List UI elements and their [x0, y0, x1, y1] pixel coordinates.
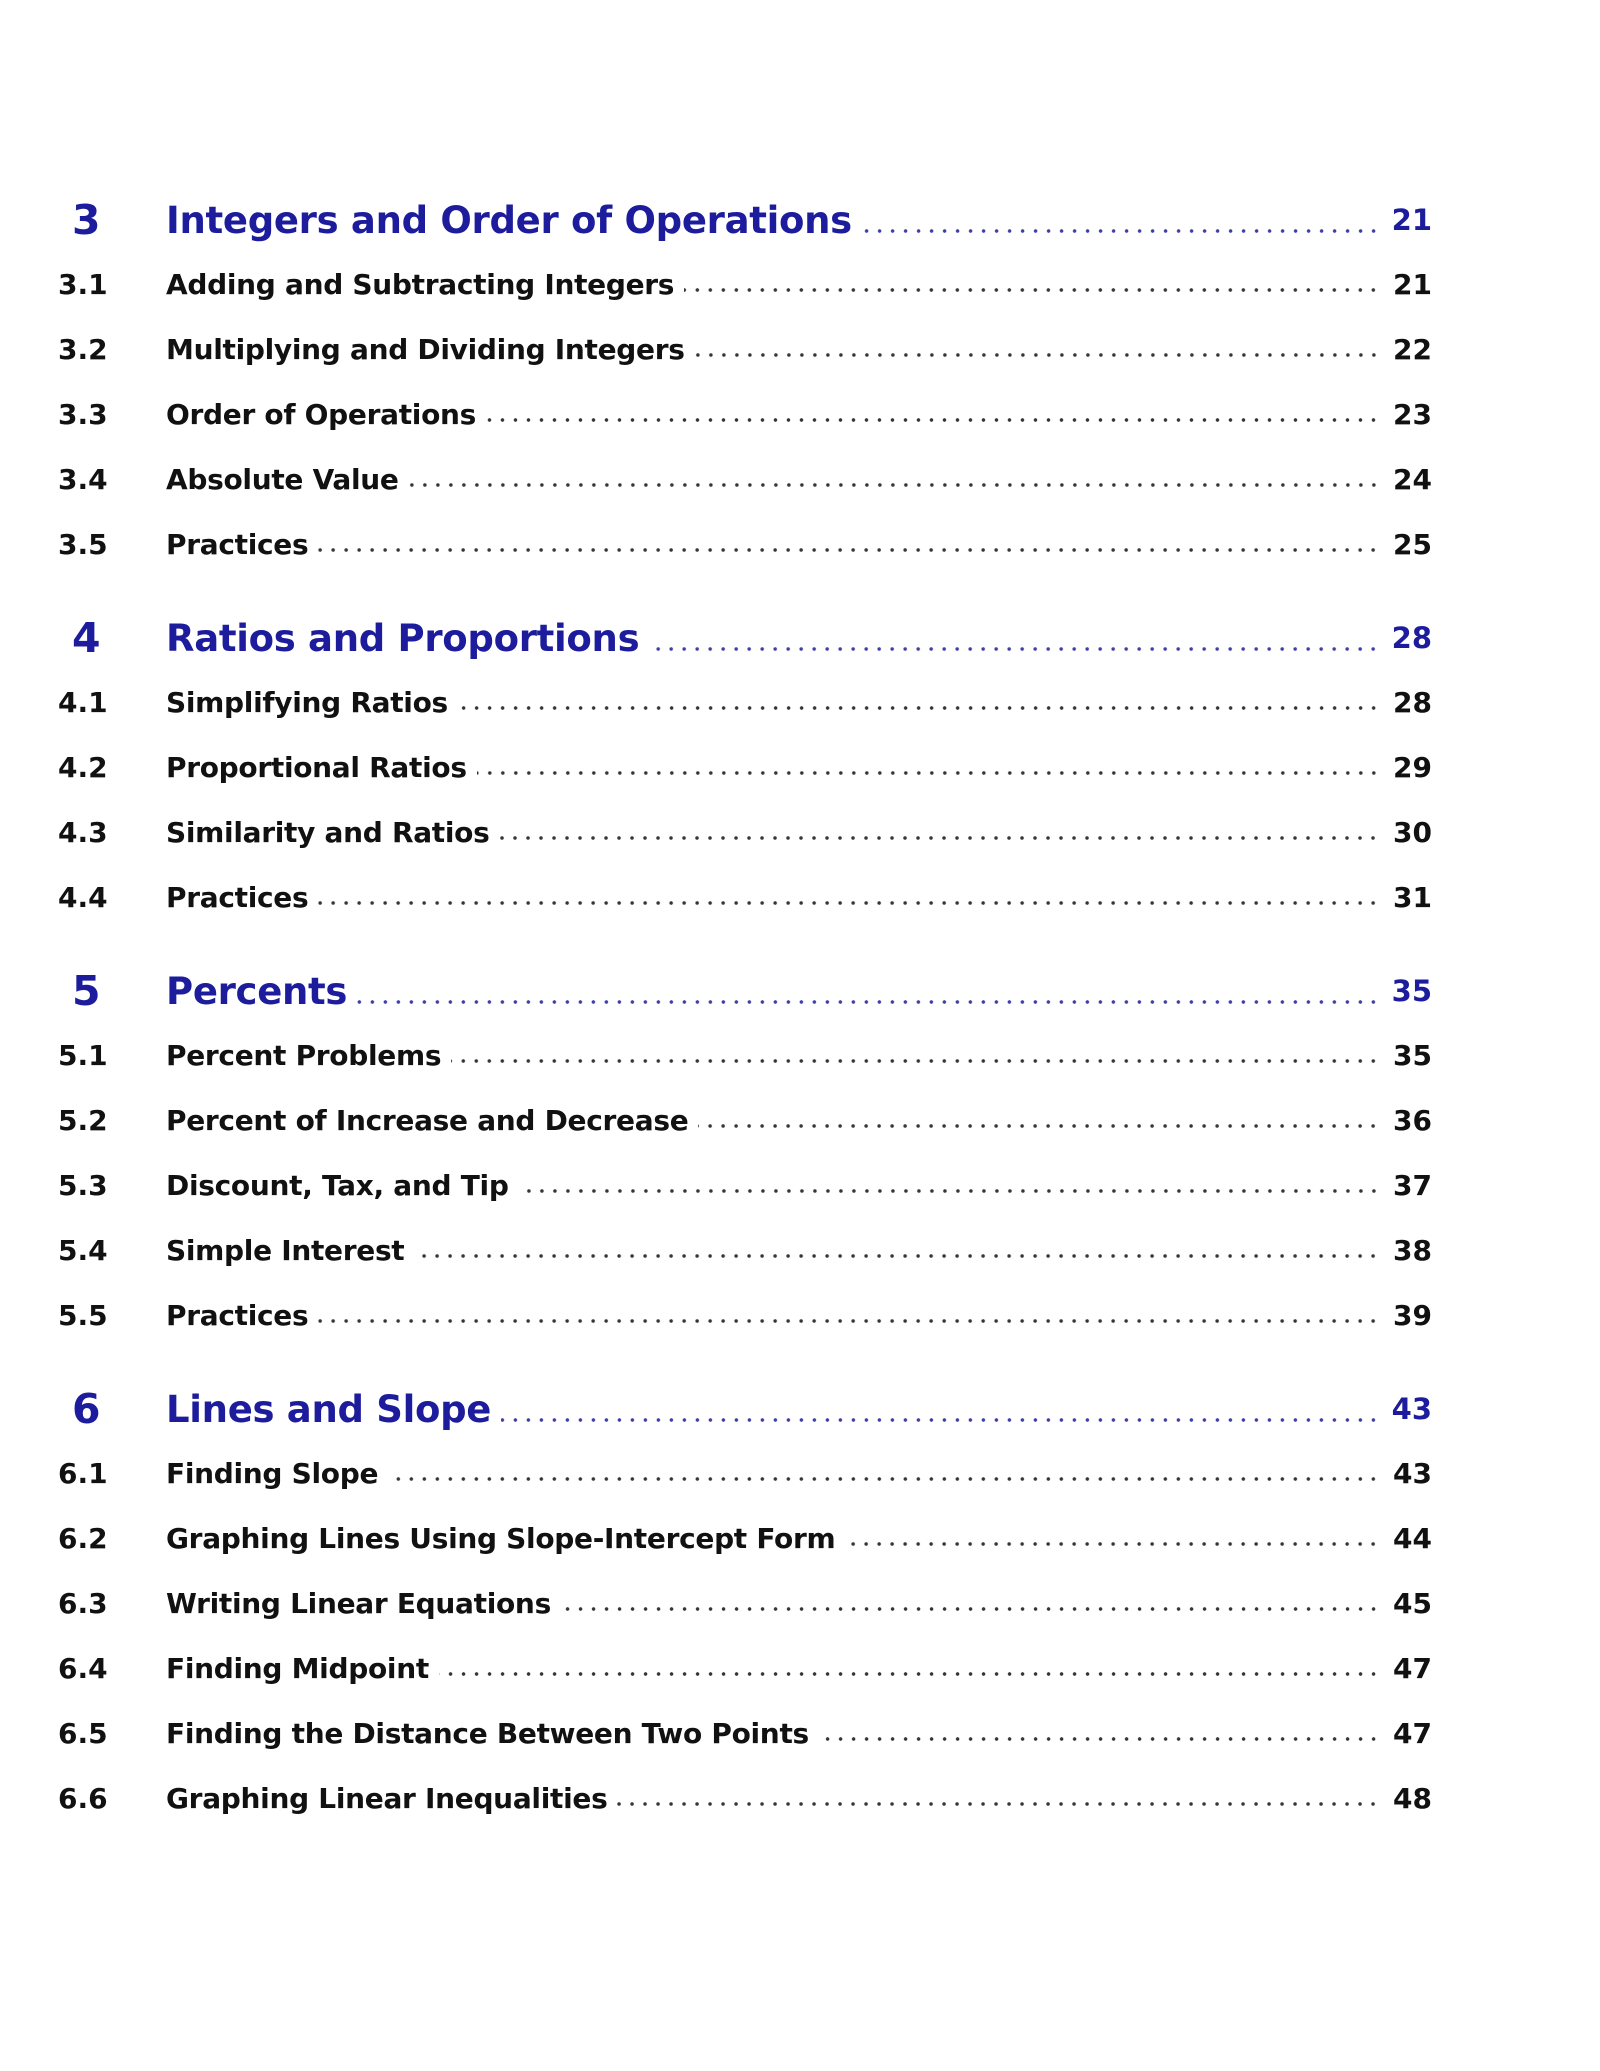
dot-leader [318, 901, 1380, 905]
chapter-number: 5 [72, 967, 101, 1015]
dot-leader [501, 1418, 1380, 1422]
section-title[interactable]: Proportional Ratios [166, 751, 467, 784]
section-entry[interactable] [0, 252, 1600, 317]
section-entry[interactable] [0, 1506, 1600, 1571]
section-entry[interactable] [0, 1441, 1600, 1506]
section-title[interactable]: Finding Midpoint [166, 1652, 429, 1685]
section-number: 6.3 [58, 1587, 108, 1620]
dot-leader [451, 1059, 1380, 1063]
section-entry[interactable] [0, 800, 1600, 865]
chapter-page-number[interactable]: 35 [1391, 974, 1432, 1008]
section-title[interactable]: Discount, Tax, and Tip [166, 1169, 509, 1202]
section-number: 4.3 [58, 816, 108, 849]
section-entry-line [166, 268, 1432, 301]
chapter-number: 3 [72, 196, 101, 244]
section-title[interactable]: Graphing Lines Using Slope-Intercept Form [166, 1522, 836, 1555]
table-of-contents [0, 188, 1600, 1860]
section-entry[interactable] [0, 1088, 1600, 1153]
chapter-entry[interactable] [0, 188, 1600, 252]
section-entry[interactable] [0, 735, 1600, 800]
toc-chapter [0, 959, 1600, 1348]
section-number: 4.2 [58, 751, 108, 784]
section-title[interactable]: Percent Problems [166, 1039, 442, 1072]
dot-leader [519, 1189, 1380, 1193]
section-page-number[interactable]: 28 [1393, 686, 1432, 719]
section-number: 3.5 [58, 528, 108, 561]
section-entry-line [166, 1522, 1432, 1555]
section-page-number[interactable]: 31 [1393, 881, 1432, 914]
section-page-number[interactable]: 24 [1393, 463, 1432, 496]
section-number: 4.1 [58, 686, 108, 719]
section-page-number[interactable]: 47 [1393, 1652, 1432, 1685]
section-title[interactable]: Graphing Linear Inequalities [166, 1782, 608, 1815]
section-number: 4.4 [58, 881, 108, 914]
dot-leader [862, 229, 1380, 233]
dot-leader [439, 1672, 1380, 1676]
section-number: 5.2 [58, 1104, 108, 1137]
section-entry-line [166, 1039, 1432, 1072]
section-entry-line [166, 1782, 1432, 1815]
toc-chapter [0, 188, 1600, 577]
section-number: 6.4 [58, 1652, 108, 1685]
section-page-number[interactable]: 29 [1393, 751, 1432, 784]
chapter-entry[interactable] [0, 959, 1600, 1023]
section-entry[interactable] [0, 1766, 1600, 1831]
section-entry-line [166, 1299, 1432, 1332]
section-page-number[interactable]: 30 [1393, 816, 1432, 849]
section-number: 5.5 [58, 1299, 108, 1332]
section-entry-line [166, 1457, 1432, 1490]
chapter-entry-line [166, 970, 1432, 1013]
chapter-title[interactable]: Lines and Slope [166, 1387, 492, 1431]
section-entry[interactable] [0, 1571, 1600, 1636]
section-entry-line [166, 1234, 1432, 1267]
dot-leader [499, 836, 1380, 840]
chapter-number: 6 [72, 1385, 101, 1433]
section-number: 3.1 [58, 268, 108, 301]
section-entry[interactable] [0, 1023, 1600, 1088]
section-title[interactable]: Similarity and Ratios [166, 816, 490, 849]
section-entry-line [166, 1652, 1432, 1685]
section-number: 5.1 [58, 1039, 108, 1072]
chapter-page-number[interactable]: 43 [1391, 1392, 1432, 1426]
section-entry[interactable] [0, 1283, 1600, 1348]
section-number: 3.2 [58, 333, 108, 366]
section-page-number[interactable]: 48 [1393, 1782, 1432, 1815]
section-entry-line [166, 751, 1432, 784]
chapter-page-number[interactable]: 28 [1391, 621, 1432, 655]
section-page-number[interactable]: 38 [1393, 1234, 1432, 1267]
dot-leader [414, 1254, 1380, 1258]
section-page-number[interactable]: 43 [1393, 1457, 1432, 1490]
section-title[interactable]: Finding Slope [166, 1457, 379, 1490]
section-entry[interactable] [0, 1218, 1600, 1283]
section-entry-line [166, 398, 1432, 431]
section-title[interactable]: Practices [166, 1299, 309, 1332]
dot-leader [684, 288, 1380, 292]
dot-leader [357, 1000, 1380, 1004]
section-page-number[interactable]: 44 [1393, 1522, 1432, 1555]
section-page-number[interactable]: 39 [1393, 1299, 1432, 1332]
chapter-entry[interactable] [0, 606, 1600, 670]
section-title[interactable]: Writing Linear Equations [166, 1587, 551, 1620]
section-entry[interactable] [0, 317, 1600, 382]
dot-leader [477, 771, 1380, 775]
chapter-entry-line [166, 1388, 1432, 1431]
section-title[interactable]: Order of Operations [166, 398, 477, 431]
section-number: 6.6 [58, 1782, 108, 1815]
section-page-number[interactable]: 47 [1393, 1717, 1432, 1750]
section-entry-line [166, 1587, 1432, 1620]
chapter-entry-line [166, 617, 1432, 660]
section-entry[interactable] [0, 382, 1600, 447]
chapter-title[interactable]: Integers and Order of Operations [166, 198, 852, 242]
section-title[interactable]: Multiplying and Dividing Integers [166, 333, 685, 366]
section-page-number[interactable]: 25 [1393, 528, 1432, 561]
section-title[interactable]: Finding the Distance Between Two Points [166, 1717, 809, 1750]
dot-leader [458, 706, 1380, 710]
dot-leader [409, 483, 1380, 487]
section-entry-line [166, 816, 1432, 849]
chapter-page-number[interactable]: 21 [1391, 203, 1432, 237]
section-entry-line [166, 686, 1432, 719]
dot-leader [318, 1319, 1380, 1323]
section-entry[interactable] [0, 1701, 1600, 1766]
section-entry-line [166, 1104, 1432, 1137]
section-page-number[interactable]: 36 [1393, 1104, 1432, 1137]
chapter-number: 4 [72, 614, 101, 662]
section-number: 6.5 [58, 1717, 108, 1750]
section-page-number[interactable]: 45 [1393, 1587, 1432, 1620]
section-entry[interactable] [0, 865, 1600, 930]
section-title[interactable]: Practices [166, 881, 309, 914]
dot-leader [695, 353, 1380, 357]
section-entry[interactable] [0, 670, 1600, 735]
section-page-number[interactable]: 21 [1393, 268, 1432, 301]
chapter-entry[interactable] [0, 1377, 1600, 1441]
section-number: 6.2 [58, 1522, 108, 1555]
section-entry[interactable] [0, 512, 1600, 577]
section-title[interactable]: Simple Interest [166, 1234, 405, 1267]
dot-leader [819, 1737, 1380, 1741]
dot-leader [649, 647, 1380, 651]
section-number: 5.3 [58, 1169, 108, 1202]
section-page-number[interactable]: 35 [1393, 1039, 1432, 1072]
section-number: 6.1 [58, 1457, 108, 1490]
section-title[interactable]: Simplifying Ratios [166, 686, 448, 719]
dot-leader [698, 1124, 1380, 1128]
section-entry[interactable] [0, 447, 1600, 512]
section-entry-line [166, 528, 1432, 561]
section-entry[interactable] [0, 1636, 1600, 1701]
section-entry[interactable] [0, 1153, 1600, 1218]
toc-chapter [0, 1377, 1600, 1831]
toc-chapter [0, 606, 1600, 930]
chapter-title[interactable]: Ratios and Proportions [166, 616, 640, 660]
section-entry-line [166, 463, 1432, 496]
chapter-title[interactable]: Percents [166, 969, 348, 1013]
dot-leader [561, 1607, 1380, 1611]
section-page-number[interactable]: 23 [1393, 398, 1432, 431]
section-number: 3.4 [58, 463, 108, 496]
dot-leader [388, 1477, 1380, 1481]
section-entry-line [166, 881, 1432, 914]
chapter-entry-line [166, 199, 1432, 242]
section-number: 5.4 [58, 1234, 108, 1267]
section-title[interactable]: Adding and Subtracting Integers [166, 268, 675, 301]
section-title[interactable]: Percent of Increase and Decrease [166, 1104, 689, 1137]
dot-leader [617, 1802, 1380, 1806]
section-page-number[interactable]: 22 [1393, 333, 1432, 366]
section-title[interactable]: Absolute Value [166, 463, 399, 496]
section-title[interactable]: Practices [166, 528, 309, 561]
dot-leader [318, 548, 1380, 552]
section-number: 3.3 [58, 398, 108, 431]
dot-leader [486, 418, 1380, 422]
section-entry-line [166, 1169, 1432, 1202]
dot-leader [845, 1542, 1380, 1546]
section-page-number[interactable]: 37 [1393, 1169, 1432, 1202]
section-entry-line [166, 333, 1432, 366]
section-entry-line [166, 1717, 1432, 1750]
